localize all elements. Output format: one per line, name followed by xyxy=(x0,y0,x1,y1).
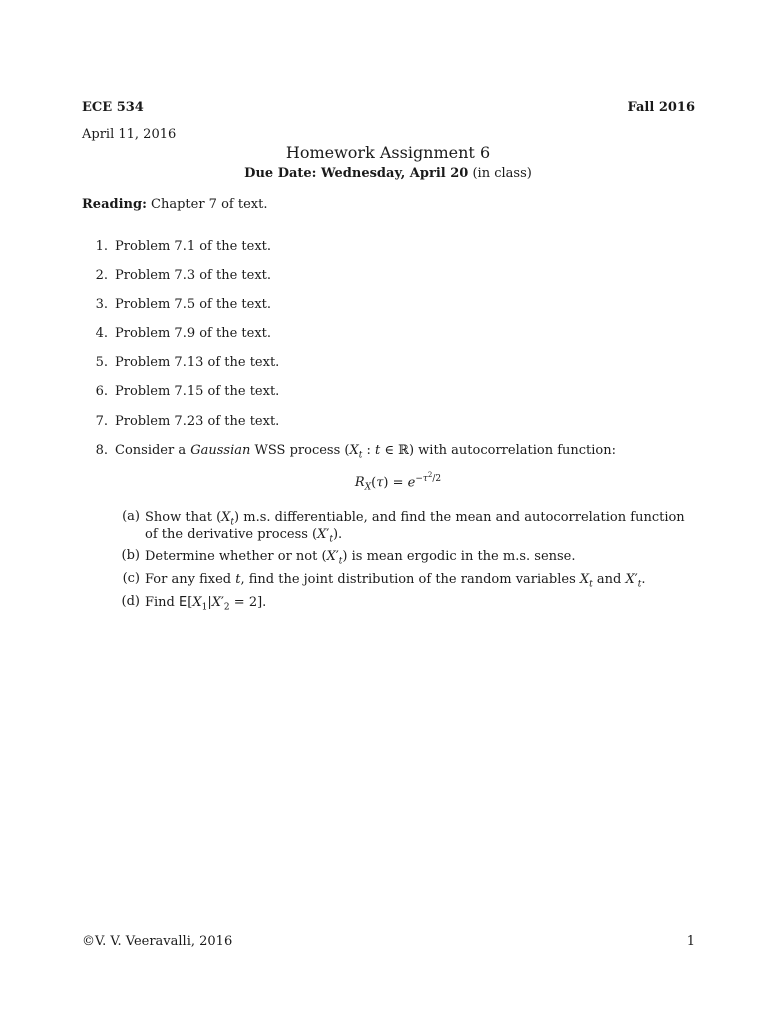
part-label: (c) xyxy=(122,571,140,586)
problem-item: Problem 7.15 of the text. xyxy=(115,384,280,399)
problem-item: Problem 7.5 of the text. xyxy=(115,297,272,312)
problem-item: Problem 7.1 of the text. xyxy=(115,239,272,254)
problem-item: Problem 7.3 of the text. xyxy=(115,268,272,283)
problem-number: 3. xyxy=(95,297,108,312)
part-c-text: For any fixed t, find the joint distribution of the random variables $X_t$ and $X'_t$. xyxy=(145,572,646,590)
problem-8-process: WSS process ($X_t$ : t ∈ ℝ) with autocorrelation function: xyxy=(254,443,616,461)
due-date xyxy=(0,166,768,181)
page-number: 1 xyxy=(686,934,695,949)
problem-number: 2. xyxy=(95,268,108,283)
problem-8-intro: Consider a Gaussian WSS process ($X_t$ : t ∈ ℝ) with autocorrelation function: xyxy=(115,443,616,461)
part-label: (b) xyxy=(121,548,140,563)
reading-line xyxy=(82,197,267,212)
problem-number: 7. xyxy=(95,414,108,429)
part-b-text: Determine whether or not $(X'_t)$ is mean ergodic in the m.s. sense. xyxy=(145,549,576,567)
due-date-label: Due Date: Wednesday, April 20 xyxy=(244,166,469,181)
problem-number: 5. xyxy=(95,355,108,370)
problem-item: Problem 7.9 of the text. xyxy=(115,326,272,341)
problem-number: 8. xyxy=(95,443,108,458)
course-code: ECE 534 xyxy=(82,100,144,115)
copyright-footer: ©V. V. Veeravalli, 2016 xyxy=(82,934,233,949)
assignment-date: April 11, 2016 xyxy=(82,127,177,142)
problem-item: Problem 7.23 of the text. xyxy=(115,414,280,429)
reading-label: Reading: xyxy=(82,197,147,212)
problem-number: 6. xyxy=(95,384,108,399)
page-title: Homework Assignment 6 xyxy=(285,143,491,162)
part-label: (d) xyxy=(121,594,140,609)
reading-text: Chapter 7 of text. xyxy=(151,197,268,212)
autocorrelation-equation: $R_X(\tau) = e^{-\tau^2/2}$ xyxy=(354,471,442,493)
due-date-note: (in class) xyxy=(472,166,532,181)
part-a-text: Show that $(X_t)$ m.s. differentiable, and find the mean and autocorrelation function of the derivative process $(X'_t)$. xyxy=(145,510,685,545)
problem-item: Problem 7.13 of the text. xyxy=(115,355,280,370)
problem-number: 4. xyxy=(95,326,108,341)
part-label: (a) xyxy=(122,509,140,524)
term: Fall 2016 xyxy=(627,100,695,115)
part-d-text: Find $E[X_1|X'_2 = 2]$. xyxy=(145,595,267,613)
problem-number: 1. xyxy=(95,239,108,254)
